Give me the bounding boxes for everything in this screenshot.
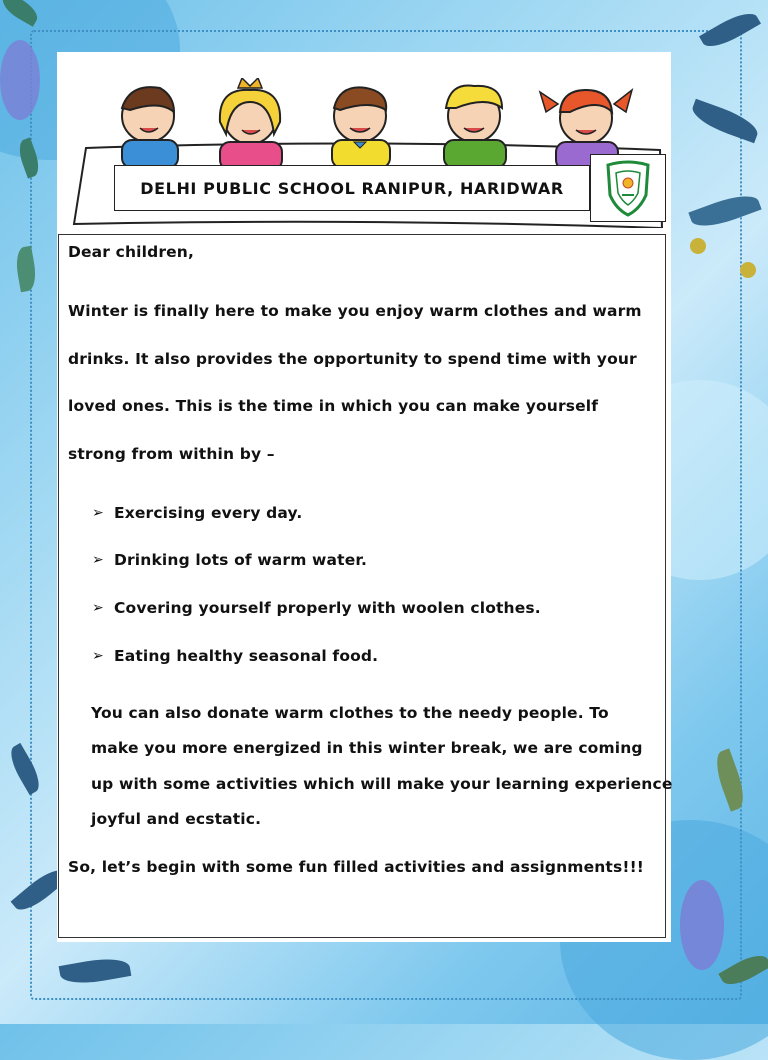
school-name-title: DELHI PUBLIC SCHOOL RANIPUR, HARIDWAR xyxy=(114,165,590,211)
donate-line: make you more energized in this winter break, we are coming xyxy=(91,739,643,757)
arrow-bullet-icon: ➢ xyxy=(92,552,104,568)
donate-line: You can also donate warm clothes to the needy people. To xyxy=(91,704,609,722)
cartoon-boy-icon xyxy=(332,87,390,168)
intro-line: Winter is finally here to make you enjoy warm clothes and warm xyxy=(68,302,642,320)
intro-line: drinks. It also provides the opportunity to spend time with your xyxy=(68,350,637,368)
intro-line: loved ones. This is the time in which you can make yourself xyxy=(68,397,599,415)
bullet-item: Exercising every day. xyxy=(114,504,303,522)
cartoon-boy-icon xyxy=(444,85,506,168)
school-logo xyxy=(590,154,666,222)
donate-line: up with some activities which will make your learning experience xyxy=(91,775,673,793)
school-crest-icon xyxy=(602,159,654,217)
donate-line: joyful and ecstatic. xyxy=(91,810,262,828)
cartoon-boy-icon xyxy=(122,87,178,168)
bullet-item: Eating healthy seasonal food. xyxy=(114,647,379,665)
arrow-bullet-icon: ➢ xyxy=(92,505,104,521)
letter-greeting: Dear children, xyxy=(68,243,195,261)
intro-line: strong from within by – xyxy=(68,445,275,463)
arrow-bullet-icon: ➢ xyxy=(92,600,104,616)
flower-decoration xyxy=(680,880,724,970)
flower-decoration xyxy=(0,40,40,120)
bullet-item: Drinking lots of warm water. xyxy=(114,551,367,569)
letter-content-box xyxy=(58,234,666,938)
arrow-bullet-icon: ➢ xyxy=(92,648,104,664)
flower-decoration xyxy=(690,238,706,254)
flower-decoration xyxy=(740,262,756,278)
closing-line: So, let’s begin with some fun filled activities and assignments!!! xyxy=(68,858,645,876)
cartoon-girl-crown-icon xyxy=(220,78,282,170)
bullet-item: Covering yourself properly with woolen clothes. xyxy=(114,599,541,617)
